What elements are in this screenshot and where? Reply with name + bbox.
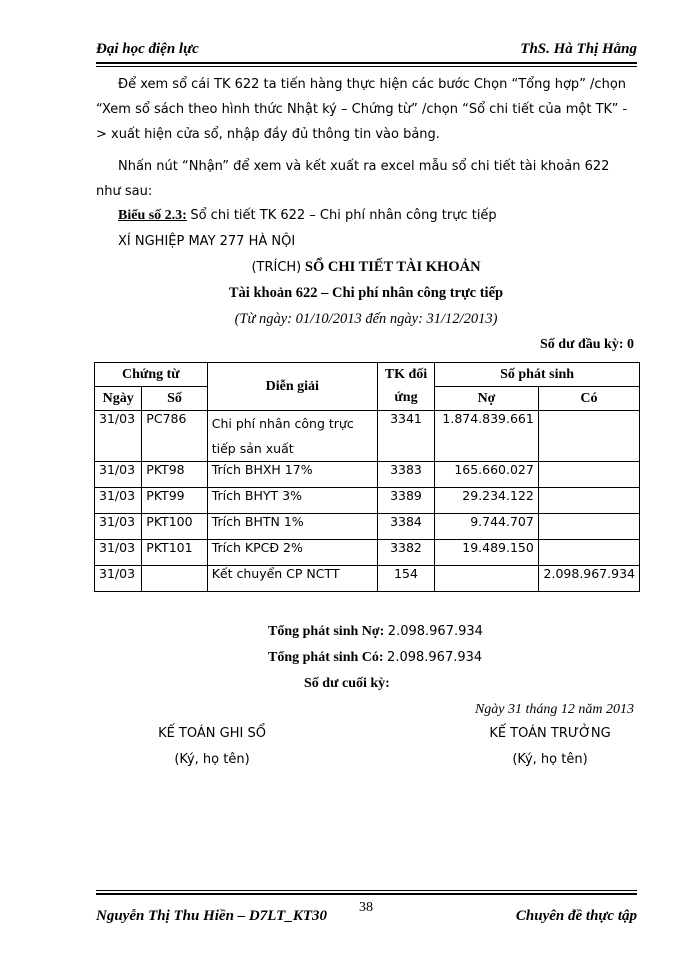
cell-description: Chi phí nhân công trực tiếp sản xuất bbox=[207, 411, 377, 462]
total-credit-label: Tổng phát sinh Có: bbox=[268, 650, 384, 665]
cell-date: 31/03 bbox=[95, 462, 142, 488]
page-header bbox=[96, 38, 637, 64]
footer-title: Chuyên đề thực tập bbox=[515, 908, 637, 924]
cell-number bbox=[142, 566, 207, 592]
cell-credit bbox=[538, 411, 639, 462]
table-row bbox=[95, 488, 640, 514]
cell-contra: 3383 bbox=[377, 462, 434, 488]
header-university: Đại học điện lực bbox=[96, 41, 199, 57]
cell-contra: 3389 bbox=[377, 488, 434, 514]
cell-contra: 3382 bbox=[377, 540, 434, 566]
header-date: Ngày bbox=[95, 387, 142, 411]
total-debit bbox=[268, 624, 483, 640]
cell-debit: 19.489.150 bbox=[435, 540, 539, 566]
cell-credit bbox=[538, 488, 639, 514]
sign-date: Ngày 31 tháng 12 năm 2013 bbox=[474, 702, 634, 717]
report-prefix: (TRÍCH) bbox=[251, 260, 302, 275]
header-description: Diễn giải bbox=[207, 363, 377, 411]
cell-date: 31/03 bbox=[95, 411, 142, 462]
total-debit-label: Tổng phát sinh Nợ: bbox=[268, 624, 385, 639]
cell-date: 31/03 bbox=[95, 514, 142, 540]
header-author: ThS. Hà Thị Hằng bbox=[520, 41, 637, 57]
header-contra-2: ứng bbox=[377, 387, 434, 411]
signature-right-title: KẾ TOÁN TRƯỞNG bbox=[489, 726, 611, 741]
cell-contra: 3384 bbox=[377, 514, 434, 540]
cell-number: PKT98 bbox=[142, 462, 207, 488]
table-caption bbox=[118, 208, 497, 224]
report-title bbox=[96, 259, 636, 276]
cell-date: 31/03 bbox=[95, 540, 142, 566]
footer-author: Nguyễn Thị Thu Hiền – D7LT_KT30 bbox=[96, 908, 327, 924]
intro-paragraph-1: Để xem sổ cái TK 622 ta tiến hàng thực hiện các bước Chọn “Tổng hợp” /chọn “Xem sổ sách theo hình thức Nhật ký – Chứng từ” /chọn “Sổ chi tiết của một TK” -> xuất hiện cửa sổ, nhập đầy đủ thông tin vào bảng. bbox=[96, 77, 628, 142]
cell-debit: 165.660.027 bbox=[435, 462, 539, 488]
cell-credit bbox=[538, 514, 639, 540]
report-title-text: SỔ CHI TIẾT TÀI KHOẢN bbox=[304, 259, 481, 275]
header-debit: Nợ bbox=[435, 387, 539, 411]
signature-left-title: KẾ TOÁN GHI SỔ bbox=[158, 726, 266, 741]
header-voucher: Chứng từ bbox=[95, 363, 208, 387]
company-name: XÍ NGHIỆP MAY 277 HÀ NỘI bbox=[118, 234, 296, 249]
cell-debit: 29.234.122 bbox=[435, 488, 539, 514]
ledger-table bbox=[94, 362, 640, 592]
header-amount: Số phát sinh bbox=[435, 363, 640, 387]
opening-balance: Số dư đầu kỳ: 0 bbox=[540, 337, 634, 352]
cell-credit bbox=[538, 462, 639, 488]
table-row bbox=[95, 462, 640, 488]
cell-number: PKT99 bbox=[142, 488, 207, 514]
cell-description: Trích BHYT 3% bbox=[207, 488, 377, 514]
intro-paragraph-2: Nhấn nút “Nhận” để xem và kết xuất ra excel mẫu sổ chi tiết tài khoản 622 như sau: bbox=[96, 159, 610, 199]
cell-description: Trích BHTN 1% bbox=[207, 514, 377, 540]
cell-description: Trích BHXH 17% bbox=[207, 462, 377, 488]
page-number: 38 bbox=[359, 900, 373, 915]
cell-credit: 2.098.967.934 bbox=[538, 566, 639, 592]
cell-debit bbox=[435, 566, 539, 592]
total-credit-value: 2.098.967.934 bbox=[387, 650, 483, 665]
cell-contra: 154 bbox=[377, 566, 434, 592]
caption-label: Biểu số 2.3: bbox=[118, 208, 187, 223]
table-row bbox=[95, 566, 640, 592]
cell-description: Trích KPCĐ 2% bbox=[207, 540, 377, 566]
report-account: Tài khoản 622 – Chi phí nhân công trực tiếp bbox=[228, 285, 504, 301]
report-period: (Từ ngày: 01/10/2013 đến ngày: 31/12/2013) bbox=[234, 311, 498, 327]
header-number: Số bbox=[142, 387, 207, 411]
header-credit: Có bbox=[538, 387, 639, 411]
caption-text: Sổ chi tiết TK 622 – Chi phí nhân công trực tiếp bbox=[190, 208, 497, 223]
signature-right-note: (Ký, họ tên) bbox=[512, 752, 588, 767]
header-contra-1: TK đối bbox=[377, 363, 434, 387]
cell-debit: 9.744.707 bbox=[435, 514, 539, 540]
cell-debit: 1.874.839.661 bbox=[435, 411, 539, 462]
signature-left-note: (Ký, họ tên) bbox=[174, 752, 250, 767]
table-row bbox=[95, 411, 640, 462]
cell-date: 31/03 bbox=[95, 566, 142, 592]
total-credit bbox=[268, 650, 482, 666]
cell-number: PKT100 bbox=[142, 514, 207, 540]
cell-description: Kết chuyển CP NCTT bbox=[207, 566, 377, 592]
cell-credit bbox=[538, 540, 639, 566]
cell-number: PC786 bbox=[142, 411, 207, 462]
table-row bbox=[95, 514, 640, 540]
cell-number: PKT101 bbox=[142, 540, 207, 566]
table-row bbox=[95, 540, 640, 566]
total-debit-value: 2.098.967.934 bbox=[387, 624, 483, 639]
cell-date: 31/03 bbox=[95, 488, 142, 514]
cell-contra: 3341 bbox=[377, 411, 434, 462]
closing-balance: Số dư cuối kỳ: bbox=[304, 676, 390, 691]
